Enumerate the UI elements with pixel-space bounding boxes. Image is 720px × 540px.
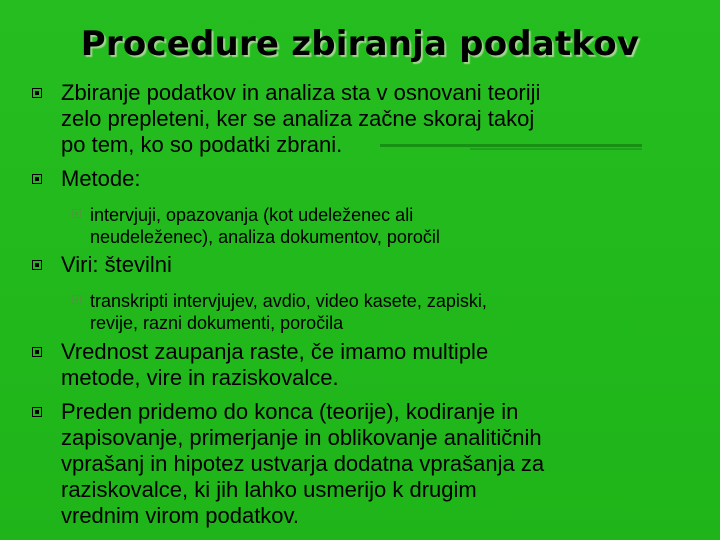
square-bullet-icon	[32, 88, 42, 98]
square-bullet-icon	[32, 347, 42, 357]
bullet-text: Vrednost zaupanja raste, če imamo multiple metode, vire in raziskovalce.	[61, 339, 489, 390]
square-bullet-icon	[32, 174, 42, 184]
bullet-text: Zbiranje podatkov in analiza sta v osnovani teoriji zelo prepleteni, ker se analiza začne skoraj takoj po tem, ko so podatki zbrani.	[61, 80, 541, 157]
slide-title: Procedure zbiranja podatkov	[80, 24, 640, 64]
bullet-text: Preden pridemo do konca (teorije), kodiranje in zapisovanje, primerjanje in oblikovanje analitičnih vprašanj in hipotez ustvarja dodatna vprašanja za raziskovalce, ki jih lahko usmerijo k drugim vrednim virom podatkov.	[61, 399, 545, 528]
square-bullet-icon	[32, 260, 42, 270]
bullet-text: Viri: številni	[61, 252, 172, 277]
sub-bullet-text: transkripti intervjujev, avdio, video kasete, zapiski, revije, razni dokumenti, poročila	[90, 291, 487, 333]
bullet-text: Metode:	[61, 166, 141, 191]
sub-bullet-text: intervjuji, opazovanja (kot udeleženec ali neudeleženec), analiza dokumentov, poročil	[90, 205, 440, 247]
square-bullet-icon	[72, 295, 81, 304]
square-bullet-icon	[72, 209, 81, 218]
square-bullet-icon	[32, 407, 42, 417]
